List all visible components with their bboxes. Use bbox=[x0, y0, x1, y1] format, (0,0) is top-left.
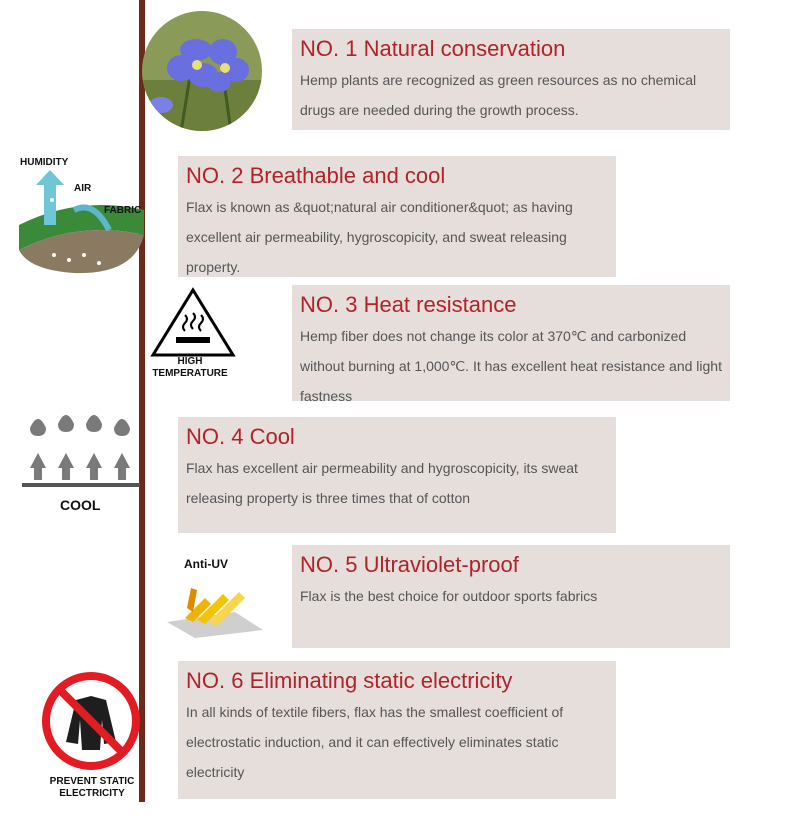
fabric-label: FABRIC bbox=[104, 205, 142, 216]
air-label: AIR bbox=[74, 183, 92, 194]
feature-card-4 bbox=[178, 417, 616, 533]
feature-text-6: In all kinds of textile fibers, flax has the smallest coefficient of electrostatic induction, and it can effectively eliminates static electricity bbox=[186, 704, 564, 780]
cool-icon bbox=[20, 408, 142, 488]
feature-title-5: NO. 5 Ultraviolet-proof bbox=[300, 552, 519, 577]
feature-text-3: Hemp fiber does not change its color at 370℃ and carbonized without burning at 1,000℃. It has excellent heat resistance and light fastness bbox=[300, 328, 722, 404]
feature-text-2: Flax is known as &quot;natural air conditioner&quot; as having excellent air permeability, hygroscopicity, and sweat releasing property. bbox=[186, 199, 573, 275]
feature-text-4: Flax has excellent air permeability and hygroscopicity, its sweat releasing property is three times that of cotton bbox=[186, 460, 578, 506]
feature-text-1: Hemp plants are recognized as green resources as no chemical drugs are needed during the growth process. bbox=[300, 72, 697, 118]
anti-uv-icon bbox=[165, 578, 265, 640]
cool-label: COOL bbox=[60, 497, 101, 513]
high-temperature-label: HIGH TEMPERATURE bbox=[152, 356, 228, 379]
feature-title-1: NO. 1 Natural conservation bbox=[300, 36, 566, 61]
feature-card-5 bbox=[292, 545, 730, 648]
feature-title-3: NO. 3 Heat resistance bbox=[300, 292, 517, 317]
feature-title-6: NO. 6 Eliminating static electricity bbox=[186, 668, 513, 693]
prevent-static-icon bbox=[40, 670, 142, 772]
feature-card-3 bbox=[292, 285, 730, 404]
flax-flower-image bbox=[141, 10, 263, 132]
anti-uv-label: Anti-UV bbox=[184, 557, 228, 571]
feature-card-2 bbox=[178, 156, 616, 277]
feature-card-6 bbox=[178, 661, 616, 799]
feature-title-2: NO. 2 Breathable and cool bbox=[186, 163, 446, 188]
high-temperature-icon bbox=[148, 285, 238, 360]
feature-title-4: NO. 4 Cool bbox=[186, 424, 295, 449]
prevent-static-label: PREVENT STATIC ELECTRICITY bbox=[49, 776, 135, 799]
feature-text-5: Flax is the best choice for outdoor sports fabrics bbox=[300, 588, 598, 604]
feature-card-1 bbox=[292, 29, 730, 130]
humidity-label: HUMIDITY bbox=[20, 157, 69, 168]
